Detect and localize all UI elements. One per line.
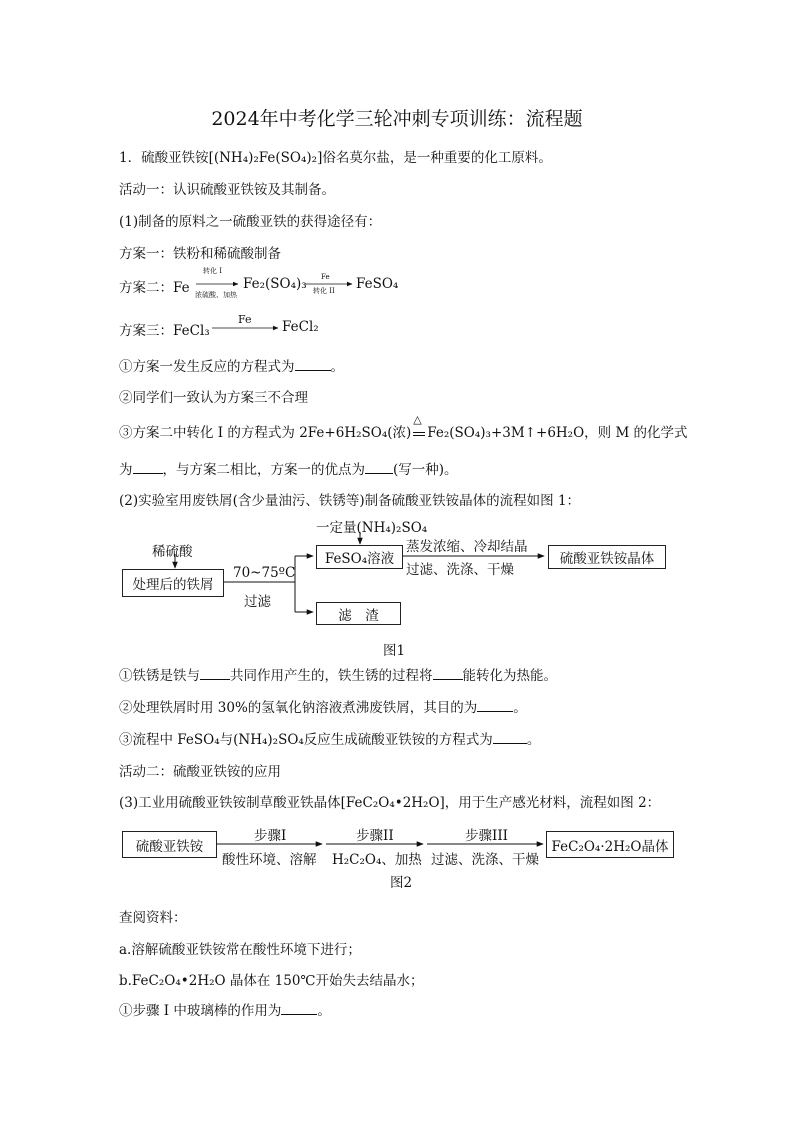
reference-b: b.FeC₂O₄•2H₂O 晶体在 150℃开始失去结晶水； xyxy=(119,973,424,989)
question-1-1-end: 。 xyxy=(330,359,344,375)
question-1-3-part-e: (写一种)。 xyxy=(393,462,458,478)
box-iron-scrap: 处理后的铁屑 xyxy=(122,569,224,597)
step-2-label: 步骤II xyxy=(356,828,394,844)
question-2-1 xyxy=(119,664,557,684)
activity-two-heading: 活动二：硫酸亚铁铵的应用 xyxy=(119,764,281,780)
answer-blank[interactable] xyxy=(281,1002,317,1015)
heat-symbol: △ xyxy=(413,413,422,426)
plan-three-end: FeCl₂ xyxy=(282,319,319,335)
sub-question-3: (3)工业用硫酸亚铁铵制草酸亚铁晶体[FeC₂O₄•2H₂O]，用于生产感光材料，流程如图 2： xyxy=(119,795,661,811)
answer-blank[interactable] xyxy=(493,731,527,744)
condition-filter: 过滤 xyxy=(244,594,271,610)
plan-two-arrow1-top: 转化 I xyxy=(203,267,222,275)
plan-three-label: 方案三：FeCl₃ xyxy=(119,323,210,339)
sub-question-2: (2)实验室用废铁屑(含少量油污、铁锈等)制备硫酸亚铁铵晶体的流程如图 1： xyxy=(119,493,581,509)
plan-two-arrow2-bottom: 转化 II xyxy=(313,287,335,295)
question-1-3-part-d: ，与方案二相比，方案一的优点为 xyxy=(162,462,365,478)
step-filter-wash-dry: 过滤、洗涤、干燥 xyxy=(406,562,514,578)
answer-blank[interactable] xyxy=(433,667,463,680)
box-product-crystal: 硫酸亚铁铵晶体 xyxy=(548,545,666,569)
question-2-1-part-a: ①铁锈是铁与 xyxy=(119,668,200,684)
plan-two-arrow1-bottom: 浓硫酸、加热 xyxy=(195,291,237,299)
question-3-1 xyxy=(119,999,331,1019)
reagent-dilute-sulfuric-acid: 稀硫酸 xyxy=(152,544,193,560)
step-2-condition: H₂C₂O₄、加热 xyxy=(332,852,422,868)
question-2-3-text: ③流程中 FeSO₄与(NH₄)₂SO₄反应生成硫酸亚铁铵的方程式为 xyxy=(119,732,493,748)
box-start-material: 硫酸亚铁铵 xyxy=(122,831,217,858)
condition-temperature: 70~75ºC xyxy=(233,565,296,581)
step-1-label: 步骤I xyxy=(254,828,287,844)
step-3-condition: 过滤、洗涤、干燥 xyxy=(431,852,539,868)
plan-three-arrow-top: Fe xyxy=(238,313,252,326)
plan-two-mid: Fe₂(SO₄)₃ xyxy=(243,276,307,292)
box-end-product: FeC₂O₄·2H₂O晶体 xyxy=(546,831,674,858)
question-1-3-part-a: ③方案二中转化 I 的方程式为 2Fe+6H₂SO₄(浓) xyxy=(119,425,412,441)
question-3-1-end: 。 xyxy=(317,1003,331,1019)
question-2-2 xyxy=(119,696,527,716)
answer-blank[interactable] xyxy=(200,667,230,680)
question-2-3 xyxy=(119,728,540,748)
reference-a: a.溶解硫酸亚铁铵常在酸性环境下进行； xyxy=(119,942,361,958)
activity-one-heading: 活动一：认识硫酸亚铁铵及其制备。 xyxy=(119,182,335,198)
plan-one: 方案一：铁粉和稀硫酸制备 xyxy=(119,246,281,262)
question-2-2-end: 。 xyxy=(513,700,527,716)
question-2-3-end: 。 xyxy=(526,732,541,748)
box-residue: 滤 渣 xyxy=(316,602,401,625)
sub-question-1: (1)制备的原料之一硫酸亚铁的获得途径有： xyxy=(119,214,382,230)
plan-two-arrow2-top: Fe xyxy=(321,273,330,281)
figure-1-caption: 图1 xyxy=(383,643,406,659)
plan-two-end: FeSO₄ xyxy=(356,276,399,292)
answer-blank[interactable] xyxy=(477,699,513,712)
box-feso4-solution: FeSO₄溶液 xyxy=(316,545,403,569)
question-3-1-text: ①步骤 I 中玻璃棒的作用为 xyxy=(119,1003,282,1019)
question-2-1-part-c: 能转化为热能。 xyxy=(462,668,557,684)
reference-heading: 查阅资料： xyxy=(119,910,187,926)
page-title: 2024年中考化学三轮冲刺专项训练：流程题 xyxy=(211,108,583,130)
step-1-condition: 酸性环境、溶解 xyxy=(222,852,317,868)
question-2-1-part-b: 共同作用产生的，铁生锈的过程将 xyxy=(230,668,433,684)
question-1-3-part-c: 为 xyxy=(119,462,133,478)
step-evaporate-crystallize: 蒸发浓缩、冷却结晶 xyxy=(406,539,528,555)
question-1-1-text: ①方案一发生反应的方程式为 xyxy=(119,359,295,375)
question-intro: 1．硫酸亚铁铵[(NH₄)₂Fe(SO₄)₂]俗名莫尔盐，是一种重要的化工原料。 xyxy=(119,150,552,166)
question-2-2-text: ②处理铁屑时用 30%的氢氧化钠溶液煮沸废铁屑，其目的为 xyxy=(119,700,478,716)
step-3-label: 步骤III xyxy=(465,828,508,844)
question-1-2: ②同学们一致认为方案三不合理 xyxy=(119,390,308,406)
plan-two-label: 方案二：Fe xyxy=(119,280,190,296)
figure-2-caption: 图2 xyxy=(390,875,413,891)
question-1-3-part-b: Fe₂(SO₄)₃+3M↑+6H₂O，则 M 的化学式 xyxy=(427,425,688,441)
reagent-ammonium-sulfate: 一定量(NH₄)₂SO₄ xyxy=(316,520,428,536)
